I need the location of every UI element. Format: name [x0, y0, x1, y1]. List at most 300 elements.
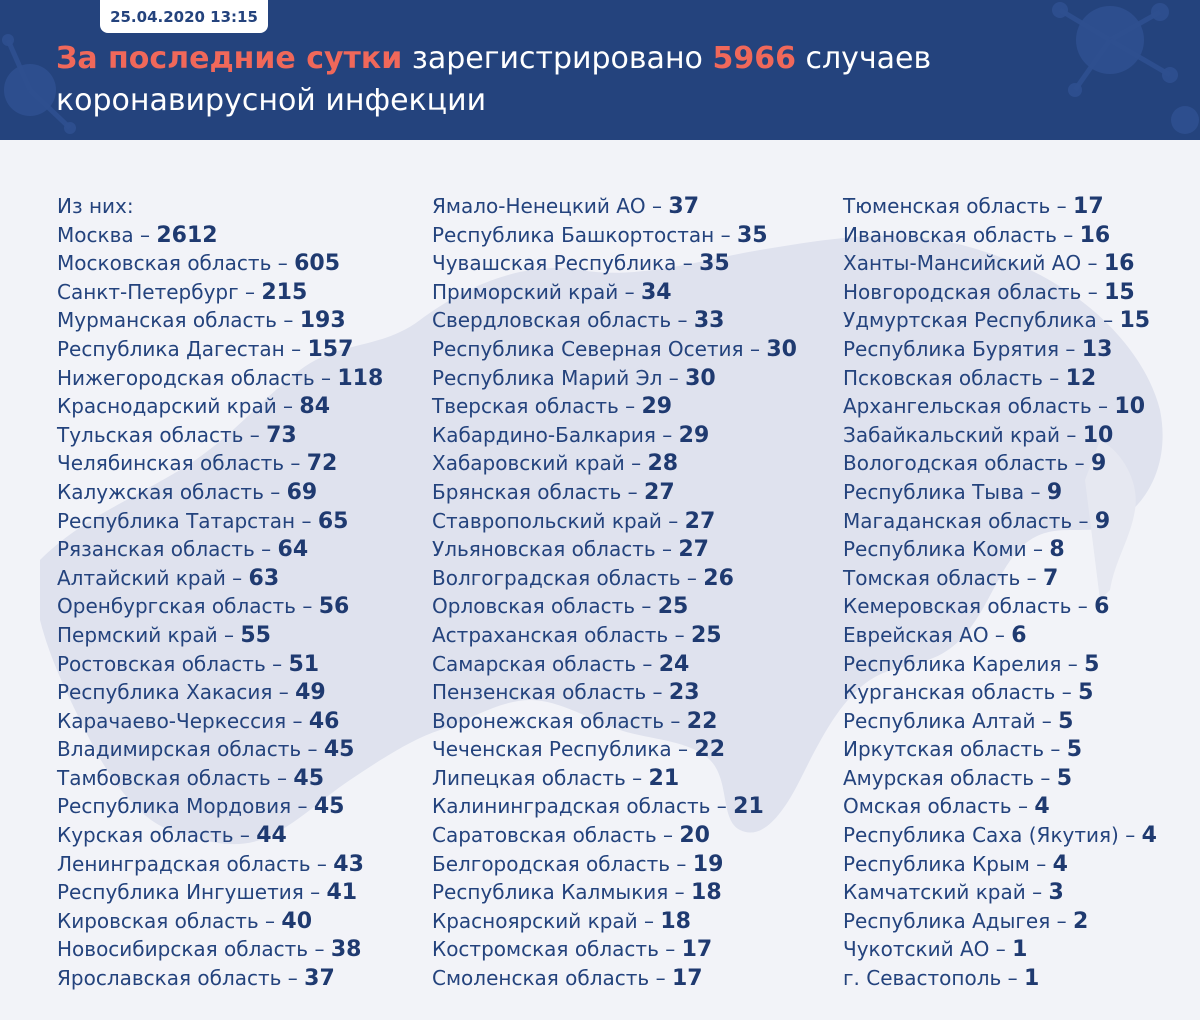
dash-separator: – — [295, 508, 318, 533]
case-count: 4 — [1141, 823, 1157, 849]
list-item — [843, 935, 1157, 964]
region-name: Кабардино-Балкария — [432, 422, 656, 447]
headline-highlight: За последние сутки — [56, 41, 403, 76]
case-count: 30 — [685, 365, 716, 391]
case-count: 37 — [668, 194, 700, 219]
dash-separator: – — [621, 479, 645, 504]
list-item — [432, 821, 797, 850]
region-name: Республика Алтай — [843, 708, 1036, 733]
region-name: Республика Коми — [843, 537, 1027, 562]
region-name: Республика Бурятия — [843, 336, 1060, 361]
region-name: Владимирская область — [57, 737, 302, 762]
list-item — [843, 278, 1157, 307]
list-item — [57, 449, 383, 478]
case-count: 69 — [286, 479, 318, 505]
list-item — [57, 678, 383, 707]
case-count: 9 — [1046, 479, 1063, 505]
dash-separator: – — [291, 794, 314, 819]
region-name: Республика Татарстан — [57, 508, 296, 533]
case-count: 10 — [1114, 394, 1146, 420]
region-name: Московская область — [57, 251, 272, 276]
list-item — [843, 850, 1157, 879]
case-count: 12 — [1065, 365, 1097, 391]
dash-separator: – — [1011, 794, 1035, 819]
list-item — [57, 850, 383, 879]
dash-separator: – — [1072, 508, 1095, 533]
region-name: Ленинградская область — [57, 851, 311, 876]
case-count: 5 — [1056, 765, 1073, 791]
dash-separator: – — [254, 537, 278, 562]
dash-separator: – — [1050, 908, 1073, 933]
region-name: Челябинская область — [57, 451, 285, 476]
list-item — [432, 764, 797, 793]
case-count: 27 — [678, 537, 709, 563]
case-count: 29 — [678, 422, 710, 448]
case-count: 72 — [306, 451, 338, 477]
region-name: Магаданская область — [843, 508, 1073, 533]
list-item — [57, 564, 383, 593]
case-count: 17 — [1073, 194, 1104, 219]
regions-column-2 — [432, 192, 797, 993]
case-count: 1 — [1012, 937, 1028, 963]
region-name: Пензенская область — [432, 680, 647, 705]
case-count: 16 — [1103, 251, 1135, 277]
region-name: Калужская область — [57, 479, 264, 504]
dash-separator: – — [276, 394, 300, 419]
case-count: 10 — [1082, 422, 1114, 448]
list-item — [432, 392, 797, 421]
case-count: 26 — [703, 565, 734, 591]
region-name: Республика Северная Осетия — [432, 336, 744, 361]
list-item — [432, 221, 797, 250]
region-name: Республика Калмыкия — [432, 880, 669, 905]
list-item — [57, 735, 383, 764]
list-item — [432, 478, 797, 507]
dash-separator: – — [714, 222, 737, 247]
case-count: 21 — [648, 765, 680, 791]
list-item — [843, 650, 1157, 679]
list-item — [432, 678, 797, 707]
dash-separator: – — [243, 422, 267, 447]
case-count: 22 — [694, 737, 726, 763]
case-count: 1 — [1024, 966, 1040, 992]
dash-separator: – — [1034, 765, 1057, 790]
region-name: Рязанская область — [57, 537, 255, 562]
case-count: 9 — [1091, 451, 1107, 477]
case-count: 605 — [294, 251, 341, 277]
headline-mid: зарегистрировано — [411, 41, 703, 76]
dash-separator: – — [661, 508, 685, 533]
list-item — [57, 278, 383, 307]
list-item — [57, 507, 383, 536]
dash-separator: – — [1029, 851, 1053, 876]
region-name: Республика Тыва — [843, 479, 1025, 504]
dash-separator: – — [272, 680, 296, 705]
dash-separator: – — [225, 565, 249, 590]
case-count: 18 — [660, 908, 691, 934]
dash-separator: – — [670, 851, 693, 876]
list-item — [57, 306, 383, 335]
list-item — [432, 935, 797, 964]
case-count: 25 — [657, 594, 689, 620]
header-banner — [0, 0, 1200, 140]
dash-separator: – — [655, 422, 679, 447]
case-count: 56 — [318, 594, 350, 620]
case-count: 13 — [1081, 336, 1113, 362]
case-count: 17 — [671, 966, 703, 992]
region-name: Пермский край — [57, 622, 218, 647]
regions-column-3 — [843, 192, 1157, 993]
dash-separator: – — [676, 251, 700, 276]
region-name: Хабаровский край — [432, 451, 625, 476]
case-count: 4 — [1052, 851, 1068, 877]
list-item — [432, 535, 797, 564]
case-count: 33 — [693, 308, 725, 334]
content-area — [0, 140, 1200, 1020]
list-item — [432, 249, 797, 278]
dash-separator: – — [1025, 880, 1049, 905]
region-name: Томская область — [843, 565, 1021, 590]
dash-separator: – — [258, 908, 282, 933]
region-name: Ярославская область — [57, 966, 282, 991]
list-item — [432, 650, 797, 679]
dash-separator: – — [295, 594, 319, 619]
region-name: Мурманская область — [57, 308, 277, 333]
list-item — [843, 249, 1157, 278]
dash-separator: – — [1024, 479, 1047, 504]
dash-separator: – — [276, 308, 300, 333]
case-count: 15 — [1104, 279, 1135, 305]
case-count: 5 — [1084, 651, 1100, 677]
case-count: 157 — [307, 336, 354, 362]
region-name: Удмуртская Республика — [843, 308, 1097, 333]
dash-separator: – — [710, 794, 734, 819]
list-item — [432, 878, 797, 907]
headline-number: 5966 — [712, 41, 796, 76]
case-count: 65 — [317, 508, 349, 534]
region-name: Республика Крым — [843, 851, 1030, 876]
list-item — [432, 964, 797, 993]
list-item — [57, 592, 383, 621]
dash-separator: – — [637, 908, 661, 933]
list-item — [843, 592, 1157, 621]
list-item — [843, 507, 1157, 536]
case-count: 28 — [647, 451, 679, 477]
list-item — [432, 907, 797, 936]
region-name: Краснодарский край — [57, 394, 277, 419]
case-count: 30 — [766, 336, 797, 362]
case-count: 43 — [333, 851, 364, 877]
dash-separator: – — [310, 851, 334, 876]
dash-separator: – — [1068, 451, 1092, 476]
dash-separator: – — [680, 565, 704, 590]
dash-separator: – — [655, 537, 679, 562]
dash-separator: – — [1042, 365, 1066, 390]
case-count: 3 — [1048, 880, 1064, 906]
list-item — [843, 478, 1157, 507]
case-count: 34 — [640, 279, 672, 305]
list-item — [432, 592, 797, 621]
case-count: 64 — [277, 537, 309, 563]
dash-separator: – — [1056, 222, 1080, 247]
dash-separator: – — [635, 594, 658, 619]
dash-separator: – — [618, 394, 642, 419]
region-name: Красноярский край — [432, 908, 638, 933]
region-name: Республика Мордовия — [57, 794, 292, 819]
list-item — [57, 535, 383, 564]
list-item — [843, 907, 1157, 936]
region-name: Саратовская область — [432, 823, 657, 848]
case-count: 9 — [1094, 508, 1111, 534]
region-name: Тамбовская область — [57, 765, 271, 790]
dash-separator: – — [1020, 565, 1044, 590]
region-name: Тульская область — [57, 422, 244, 447]
case-count: 19 — [692, 851, 724, 877]
case-count: 7 — [1043, 565, 1059, 591]
region-name: Нижегородская область — [57, 365, 315, 390]
list-item — [432, 364, 797, 393]
region-name: г. Севастополь — [843, 966, 1002, 991]
region-name: Чеченская Республика — [432, 737, 672, 762]
regions-column-1 — [57, 192, 383, 993]
case-count: 46 — [308, 708, 340, 734]
case-count: 63 — [248, 565, 280, 591]
region-name: Кировская область — [57, 908, 259, 933]
list-item — [432, 278, 797, 307]
list-item — [843, 964, 1157, 993]
case-count: 23 — [668, 680, 700, 706]
region-name: Республика Хакасия — [57, 680, 273, 705]
region-name: Орловская область — [432, 594, 636, 619]
dash-separator: – — [1118, 823, 1142, 848]
case-count: 49 — [295, 680, 326, 706]
list-item — [843, 421, 1157, 450]
dash-separator: – — [270, 765, 294, 790]
case-count: 5 — [1058, 708, 1074, 734]
region-name: Ивановская область — [843, 222, 1057, 247]
region-name: Камчатский край — [843, 880, 1026, 905]
list-item — [57, 364, 383, 393]
dash-separator: – — [618, 279, 641, 304]
case-count: 16 — [1079, 222, 1111, 248]
case-count: 5 — [1066, 737, 1083, 763]
list-item — [843, 306, 1157, 335]
region-name: Ставропольский край — [432, 508, 662, 533]
region-name: Кемеровская область — [843, 594, 1072, 619]
dash-separator: – — [646, 680, 669, 705]
list-item — [843, 764, 1157, 793]
case-count: 21 — [733, 794, 764, 820]
dash-separator: – — [1081, 279, 1105, 304]
dash-separator: – — [265, 651, 289, 676]
list-item — [843, 564, 1157, 593]
dash-separator: – — [645, 194, 669, 218]
region-name: Воронежская область — [432, 708, 665, 733]
dash-separator: – — [1001, 966, 1025, 991]
dash-separator: – — [1091, 394, 1115, 419]
region-name: Чувашская Республика — [432, 251, 677, 276]
dash-separator: – — [1059, 336, 1082, 361]
region-name: Ульяновская область — [432, 537, 656, 562]
case-count: 193 — [299, 308, 346, 334]
region-name: Брянская область — [432, 479, 622, 504]
region-name: Приморский край — [432, 279, 619, 304]
list-item — [57, 478, 383, 507]
list-item — [843, 621, 1157, 650]
list-item — [57, 907, 383, 936]
dash-separator: – — [671, 308, 694, 333]
dash-separator: – — [1044, 737, 1067, 762]
dash-separator: – — [1096, 308, 1120, 333]
dash-separator: – — [233, 823, 257, 848]
case-count: 35 — [736, 222, 768, 248]
dash-separator: – — [624, 451, 648, 476]
region-name: Республика Адыгея — [843, 908, 1051, 933]
list-intro: Из них: — [57, 194, 134, 218]
case-count: 73 — [266, 422, 297, 448]
list-item — [57, 935, 383, 964]
dash-separator: – — [1081, 251, 1104, 276]
region-name: Республика Саха (Якутия) — [843, 823, 1119, 848]
dash-separator: – — [636, 651, 659, 676]
case-count: 22 — [686, 708, 718, 734]
dash-separator: – — [308, 937, 331, 962]
case-count: 215 — [261, 279, 308, 305]
region-name: Свердловская область — [432, 308, 672, 333]
headline — [56, 38, 1056, 122]
case-count: 84 — [299, 394, 331, 420]
case-count: 118 — [337, 365, 384, 391]
dash-separator: – — [286, 708, 309, 733]
region-name: Смоленская область — [432, 966, 650, 991]
region-name: Забайкальский край — [843, 422, 1061, 447]
list-item — [432, 707, 797, 736]
case-count: 4 — [1034, 794, 1050, 820]
case-count: 44 — [256, 823, 287, 849]
list-item — [843, 449, 1157, 478]
region-name: Республика Карелия — [843, 651, 1062, 676]
case-count: 37 — [304, 966, 335, 992]
region-name: Республика Башкортостан — [432, 222, 715, 247]
list-item — [432, 850, 797, 879]
region-name: Архангельская область — [843, 394, 1092, 419]
region-name: Республика Дагестан — [57, 336, 285, 361]
list-item — [432, 792, 797, 821]
dash-separator: – — [314, 365, 338, 390]
list-item — [432, 449, 797, 478]
list-item — [843, 735, 1157, 764]
case-count: 17 — [681, 937, 713, 963]
dash-separator: – — [1061, 651, 1085, 676]
region-name: Ханты-Мансийский АО — [843, 251, 1082, 276]
region-name: Тюменская область — [843, 194, 1051, 218]
dash-separator: – — [658, 937, 682, 962]
region-name: Волгоградская область — [432, 565, 681, 590]
region-name: Омская область — [843, 794, 1012, 819]
dash-separator: – — [625, 765, 649, 790]
case-count: 45 — [323, 737, 355, 763]
case-count: 8 — [1049, 537, 1065, 563]
list-item — [57, 249, 383, 278]
case-count: 41 — [326, 880, 358, 906]
list-item — [843, 821, 1157, 850]
list-item — [57, 707, 383, 736]
list-item — [843, 221, 1157, 250]
dash-separator: – — [284, 451, 307, 476]
case-count: 2 — [1072, 908, 1089, 934]
list-item — [843, 792, 1157, 821]
list-item — [57, 764, 383, 793]
dash-separator: – — [284, 336, 308, 361]
case-count: 38 — [330, 937, 362, 963]
case-count: 45 — [293, 765, 325, 791]
region-name: Калининградская область — [432, 794, 711, 819]
dash-separator: – — [1055, 680, 1079, 705]
region-name: Тверская область — [432, 394, 619, 419]
case-count: 18 — [691, 880, 722, 906]
region-name: Иркутская область — [843, 737, 1044, 762]
list-item — [843, 535, 1157, 564]
list-item — [432, 621, 797, 650]
list-item — [432, 192, 797, 221]
dash-separator: – — [303, 880, 327, 905]
case-count: 51 — [288, 651, 320, 677]
dash-separator: – — [1060, 422, 1083, 447]
region-name: Ямало-Ненецкий АО — [432, 194, 646, 218]
list-item — [57, 392, 383, 421]
case-count: 15 — [1119, 308, 1151, 334]
region-name: Карачаево-Черкессия — [57, 708, 287, 733]
region-name: Новгородская область — [843, 279, 1082, 304]
case-count: 27 — [644, 479, 675, 505]
dash-separator: – — [671, 737, 695, 762]
dash-separator: – — [1035, 708, 1059, 733]
region-name: Вологодская область — [843, 451, 1069, 476]
case-count: 35 — [699, 251, 730, 277]
case-count: 20 — [679, 823, 710, 849]
dash-separator: – — [238, 279, 262, 304]
list-item — [57, 821, 383, 850]
dash-separator: – — [668, 622, 691, 647]
case-count: 5 — [1078, 680, 1094, 706]
dash-separator: – — [271, 251, 295, 276]
region-name: Курганская область — [843, 680, 1056, 705]
region-name: Москва — [57, 222, 134, 247]
region-name: Оренбургская область — [57, 594, 296, 619]
list-item — [843, 364, 1157, 393]
dash-separator: – — [662, 365, 686, 390]
region-name: Республика Ингушетия — [57, 880, 304, 905]
case-count: 45 — [313, 794, 345, 820]
region-name: Еврейская АО — [843, 622, 989, 647]
region-name: Чукотский АО — [843, 937, 990, 962]
case-count: 2612 — [156, 222, 218, 248]
region-name: Республика Марий Эл — [432, 365, 663, 390]
date-badge: 25.04.2020 13:15 — [100, 0, 268, 33]
region-name: Костромская область — [432, 937, 659, 962]
dash-separator: – — [649, 966, 672, 991]
region-name: Ростовская область — [57, 651, 266, 676]
dash-separator: – — [664, 708, 687, 733]
list-item — [843, 678, 1157, 707]
dash-separator: – — [656, 823, 680, 848]
list-item — [57, 221, 383, 250]
region-name: Новосибирская область — [57, 937, 309, 962]
case-count: 24 — [658, 651, 690, 677]
dash-separator: – — [301, 737, 324, 762]
region-name: Амурская область — [843, 765, 1035, 790]
list-item — [432, 564, 797, 593]
